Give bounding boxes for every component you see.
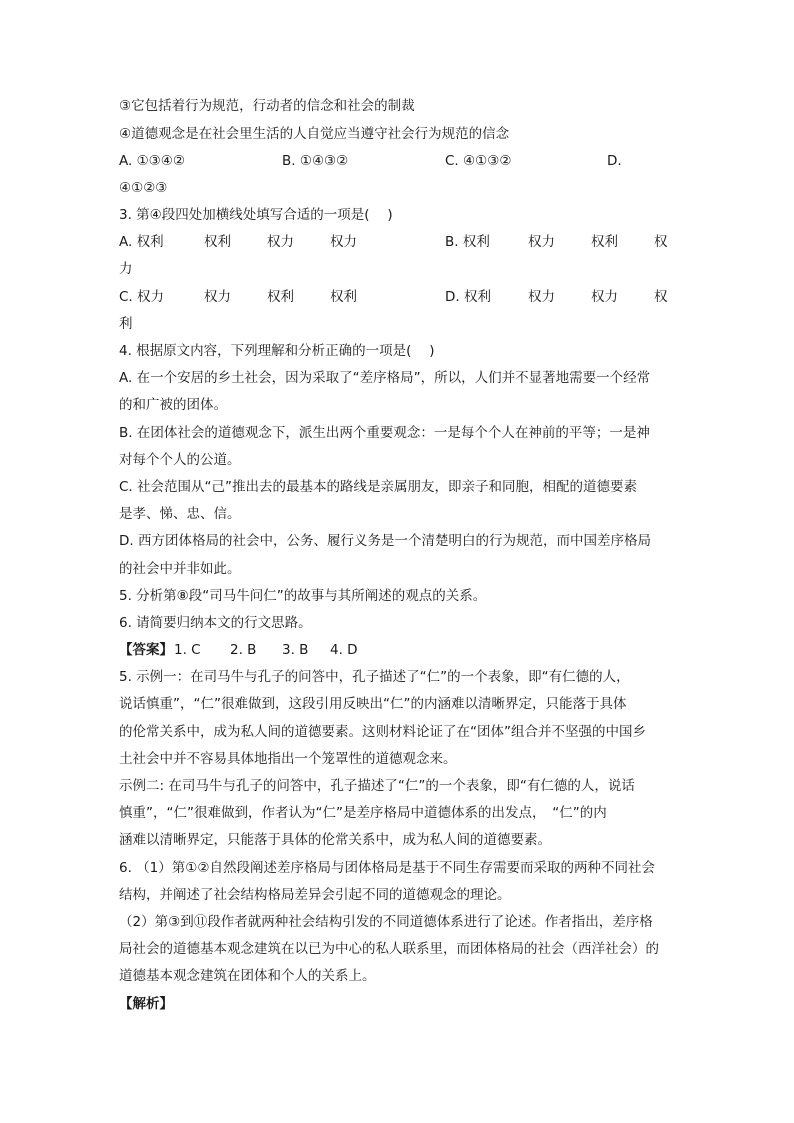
ans5-example1-line2: 说话慎重”，“仁”很难做到，这段引用反映出“仁”的内涵难以清晰界定，只能落于具体 xyxy=(119,696,627,712)
analysis-tag xyxy=(119,996,173,1012)
q3-option-c-3: 权利 xyxy=(267,289,294,305)
q3-option-d-1: D. 权利 xyxy=(445,289,491,305)
q6-stem: 6. 请简要归纳本文的行文思路。 xyxy=(119,615,312,631)
q3-option-d-2: 权力 xyxy=(528,289,555,305)
q4-option-c-line2: 是孝、悌、忠、信。 xyxy=(119,506,241,522)
q3-option-d-4: 权 xyxy=(654,289,668,305)
ans6-part2-line2: 局社会的道德基本观念建筑在以已为中心的私人联系里，而团体格局的社会（西洋社会）的 xyxy=(119,941,659,957)
q4-option-d-line1: D. 西方团体格局的社会中，公务、履行义务是一个清楚明白的行为规范，而中国差序格局 xyxy=(119,533,651,549)
answer-2: 2. B xyxy=(230,642,257,658)
ans5-example2-line3: 涵难以清晰界定，只能落于具体的伦常关系中，成为私人间的道德要素。 xyxy=(119,832,551,848)
q4-option-d-line2: 的社会中并非如此。 xyxy=(119,561,241,577)
q3-option-b-5: 力 xyxy=(119,261,133,277)
analysis-bracket-right: 】 xyxy=(159,996,173,1012)
q3-option-a-2: 权利 xyxy=(204,234,231,250)
analysis-label: 解析 xyxy=(132,996,160,1012)
q4-stem: 4. 根据原文内容，下列理解和分析正确的一项是( ) xyxy=(119,343,435,359)
q3-stem: 3. 第④段四处加横线处填写合适的一项是( ) xyxy=(119,207,393,223)
q3-option-a-3: 权力 xyxy=(267,234,294,250)
ans5-example1-line1: 5. 示例一：在司马牛与孔子的问答中，孔子描述了“仁”的一个表象，即“有仁德的人， xyxy=(119,669,630,685)
q3-option-a-1: A. 权利 xyxy=(119,234,164,250)
q2-item-3: ③它包括着行为规范，行动者的信念和社会的制裁 xyxy=(119,98,415,114)
q2-option-a: A. ①③④② xyxy=(119,153,185,169)
ans5-example2-line1: 示例二: 在司马牛与孔子的问答中，孔子描述了“仁”的一个表象，即“有仁德的人，说话 xyxy=(119,778,635,794)
q5-stem: 5. 分析第⑧段“司马牛问仁”的故事与其所阐述的观点的关系。 xyxy=(119,588,487,604)
q4-option-b-line2: 对每个个人的公道。 xyxy=(119,452,241,468)
ans6-part1-line1: 6. （1）第①②自然段阐述差序格局与团体格局是基于不同生存需要而采取的两种不同社会 xyxy=(119,860,655,876)
ans5-example1-line3: 的伦常关系中，成为私人间的道德要素。这则材料论证了在“团体”组合并不坚强的中国乡 xyxy=(119,724,646,740)
answer-bracket-left: 【 xyxy=(119,642,133,658)
ans5-example2-line2: 慎重”，“仁”很难做到，作者认为“仁”是差序格局中道德体系的出发点， “仁”的内 xyxy=(119,805,607,821)
answer-tag xyxy=(119,642,173,658)
q2-option-c: C. ④①③② xyxy=(445,153,512,169)
q2-option-d-label: D. xyxy=(607,153,622,169)
q3-option-b-3: 权利 xyxy=(591,234,618,250)
q4-option-a-line1: A. 在一个安居的乡土社会，因为采取了“差序格局”，所以，人们并不显著地需要一个经常 xyxy=(119,370,651,386)
q4-option-c-line1: C. 社会范围从“己”推出去的最基本的路线是亲属朋友，即亲子和同胞，相配的道德要素 xyxy=(119,479,637,495)
q3-option-a-4: 权力 xyxy=(330,234,357,250)
q2-option-d-text: ④①②③ xyxy=(119,180,168,196)
q3-option-c-4: 权利 xyxy=(330,289,357,305)
q3-option-b-4: 权 xyxy=(654,234,668,250)
q3-option-c-2: 权力 xyxy=(204,289,231,305)
answer-label: 答案 xyxy=(132,642,160,658)
q3-option-b-1: B. 权利 xyxy=(445,234,490,250)
q2-item-4: ④道德观念是在社会里生活的人自觉应当遵守社会行为规范的信念 xyxy=(119,126,510,142)
ans6-part2-line3: 道德基本观念建筑在团体和个人的关系上。 xyxy=(119,968,376,984)
answer-bracket-right: 】 xyxy=(159,642,173,658)
answer-4: 4. D xyxy=(330,642,358,658)
answer-3: 3. B xyxy=(282,642,309,658)
q4-option-b-line1: B. 在团体社会的道德观念下，派生出两个重要观念：一是每个个人在神前的平等；一是神 xyxy=(119,425,650,441)
ans6-part2-line1: （2）第③到⑪段作者就两种社会结构引发的不同道德体系进行了论述。作者指出，差序格 xyxy=(119,914,653,930)
q4-option-a-line2: 的和广被的团体。 xyxy=(119,397,227,413)
ans6-part1-line2: 结构，并阐述了社会结构格局差异会引起不同的道德观念的理论。 xyxy=(119,887,511,903)
q3-option-d-3: 权力 xyxy=(591,289,618,305)
answer-1: 1. C xyxy=(174,642,201,658)
analysis-bracket-left: 【 xyxy=(119,996,133,1012)
q2-option-b: B. ①④③② xyxy=(282,153,349,169)
q3-option-c-1: C. 权力 xyxy=(119,289,165,305)
q3-option-d-5: 利 xyxy=(119,316,133,332)
ans5-example1-line4: 土社会中并不容易具体地指出一个笼罩性的道德观念来。 xyxy=(119,751,457,767)
q3-option-b-2: 权力 xyxy=(528,234,555,250)
